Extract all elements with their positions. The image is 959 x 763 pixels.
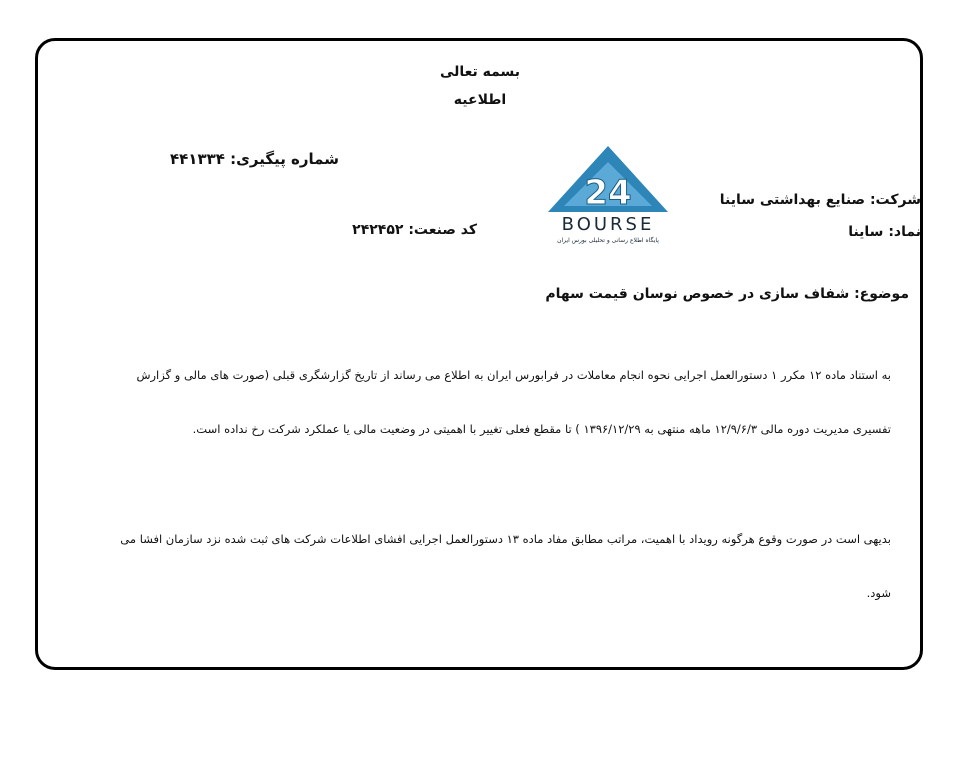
body-line-2: تفسیری مدیریت دوره مالی ۱۲/۹/۶/۳ ماهه منتهی به ۱۳۹۶/۱۲/۲۹ ) تا مقطع فعلی تغییر با اهمیتی در وضعیت مالی یا عملکرد شرکت رخ نداده است. — [192, 422, 891, 436]
document-frame — [35, 38, 923, 670]
bourse24-logo — [540, 140, 675, 250]
logo-brand: BOURSE — [561, 214, 655, 235]
industry-code: کد صنعت: ۲۴۲۴۵۲ — [352, 222, 477, 238]
company-symbol: نماد: ساینا — [848, 224, 921, 240]
logo-tagline: پایگاه اطلاع رسانی و تحلیلی بورس ایران — [557, 237, 659, 244]
body-line-1: به استناد ماده ۱۲ مکرر ۱ دستورالعمل اجرایی نحوه انجام معاملات در فرابورس ایران به اطلاع می رساند از تاریخ گزارشگری قبلی (صورت های مالی و گزارش — [136, 368, 891, 382]
logo-number: 24 — [584, 173, 632, 213]
header-basmala: بسمه تعالی — [439, 64, 521, 80]
company-name: شرکت: صنایع بهداشتی ساینا — [719, 192, 921, 208]
tracking-number: شماره پیگیری: ۴۴۱۳۳۴ — [170, 150, 339, 168]
body-line-4: شود. — [866, 586, 891, 600]
header-title: اطلاعیه — [453, 92, 507, 108]
subject-line: موضوع: شفاف سازی در خصوص نوسان قیمت سهام — [545, 286, 909, 302]
body-line-3: بدیهی است در صورت وقوع هرگونه رویداد با اهمیت، مراتب مطابق مفاد ماده ۱۳ دستورالعمل اجرایی افشای اطلاعات شرکت های ثبت شده نزد سازمان افشا می — [120, 532, 891, 546]
